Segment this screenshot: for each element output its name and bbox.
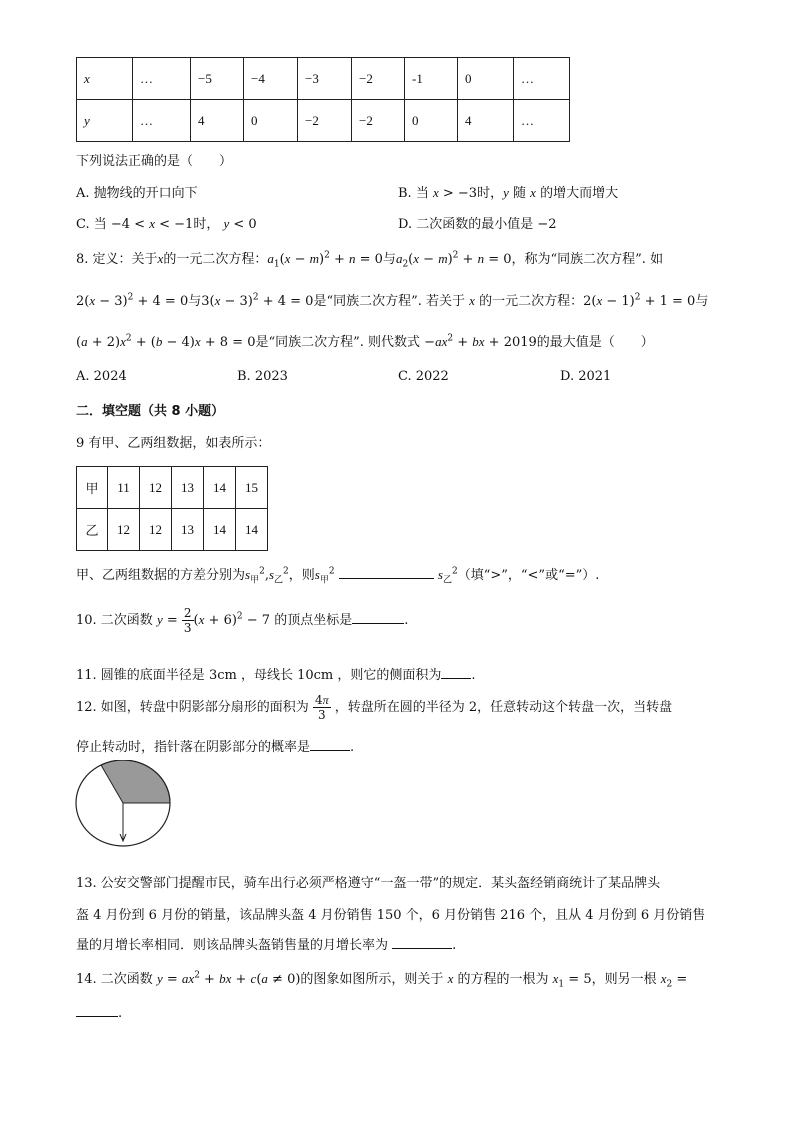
q9-table [76,466,268,551]
answer-blank[interactable] [310,738,350,751]
answer-blank[interactable] [76,1004,118,1017]
table-row: y … 4 0 −2 −2 0 4 … [77,100,570,142]
table-row: 甲 11 12 13 14 15 [77,467,268,509]
shaded-sector [101,760,170,803]
q7-option-d: D. 二次函数的最小值是 −2 [398,217,557,232]
q7-option-a: A. 抛物线的开口向下 [76,186,198,201]
q8-option-b: B. 2023 [237,369,288,384]
answer-blank[interactable] [339,566,434,579]
answer-blank[interactable] [352,611,404,624]
q7-option-b: B. 当 x > −3时，y 随 x 的增大而增大 [398,185,619,201]
answer-blank[interactable] [441,666,471,679]
table-row: 乙 12 12 13 14 14 [77,509,268,551]
q8-option-c: C. 2022 [398,369,449,384]
q14-line-1: 14. 二次函数 $y = ax^2$ + bx + c(a ≠ 0)的图象如图所示，则关于 x 的方程的一根为 $x_1 = 5$，则另一根 $x_2$ = [76,970,688,990]
q8-option-a: A. 2024 [76,369,127,384]
q13-line-3: 量的月增长率相同．则该品牌头盔销售量的月增长率为 . [76,938,457,953]
q7-prompt: 下列说法正确的是（ ） [76,154,233,169]
q7-option-c: C. 当 −4 < x < −1时， y < 0 [76,216,257,232]
q11: 11. 圆锥的底面半径是 3cm ，母线长 10cm ，则它的侧面积为 . [76,668,476,683]
q14-line-2: . [76,1004,122,1021]
q9-intro: 9 有甲、乙两组数据，如表所示： [76,436,271,451]
q9-question: 甲、乙两组数据的方差分别为$s_甲^2,s_乙^2$，则$s_甲^2$ $s_乙^2$（填“>”，“<”或“=”）. [76,566,600,586]
spinner-figure [74,760,174,848]
q13-line-1: 13. 公安交警部门提醒市民，骑车出行必须严格遵守“一盔一带”的规定．某头盔经销商统计了某品牌头 [76,876,661,891]
q10: 10. 二次函数 y = $\frac{2}{3}$ $(x + 6)^2 - 7$ 的顶点坐标是 . [76,606,409,635]
q12-line-1: 12. 如图，转盘中阴影部分扇形的面积为 $\frac{4\pi}{3}$ ，转盘所在圆的半径为 2，任意转动这个转盘一次，当转盘 [76,693,673,722]
q8-option-d: D. 2021 [560,369,612,384]
answer-blank[interactable] [392,936,452,949]
q8-line-1: 8. 定义：关于x的一元二次方程：$a_1(x - m)^2 + n = 0$与$a_2(x - m)^2 + n = 0$，称为“同族二次方程”. 如 [76,250,664,270]
q7-table [76,57,570,142]
q8-line-2: $2(x - 3)^2 + 4 = 0$与$3(x - 3)^2 + 4 = 0$是“同族二次方程”. 若关于 x 的一元二次方程：$2(x - 1)^2 + 1 = 0$与 [76,292,709,309]
q12-line-2: 停止转动时，指针落在阴影部分的概率是 . [76,740,355,755]
section-heading: 二．填空题（共 8 小题） [76,404,225,419]
table-row: x … −5 −4 −3 −2 -1 0 … [77,58,570,100]
q13-line-2: 盔 4 月份到 6 月份的销量，该品牌头盔 4 月份销售 150 个，6 月份销售 216 个，且从 4 月份到 6 月份销售 [76,908,706,923]
q8-line-3: $(a + 2)x^2 + (b - 4)x + 8 = 0$是“同族二次方程”. 则代数式 $-ax^2$ + bx + 2019的最大值是（ ） [76,333,654,350]
